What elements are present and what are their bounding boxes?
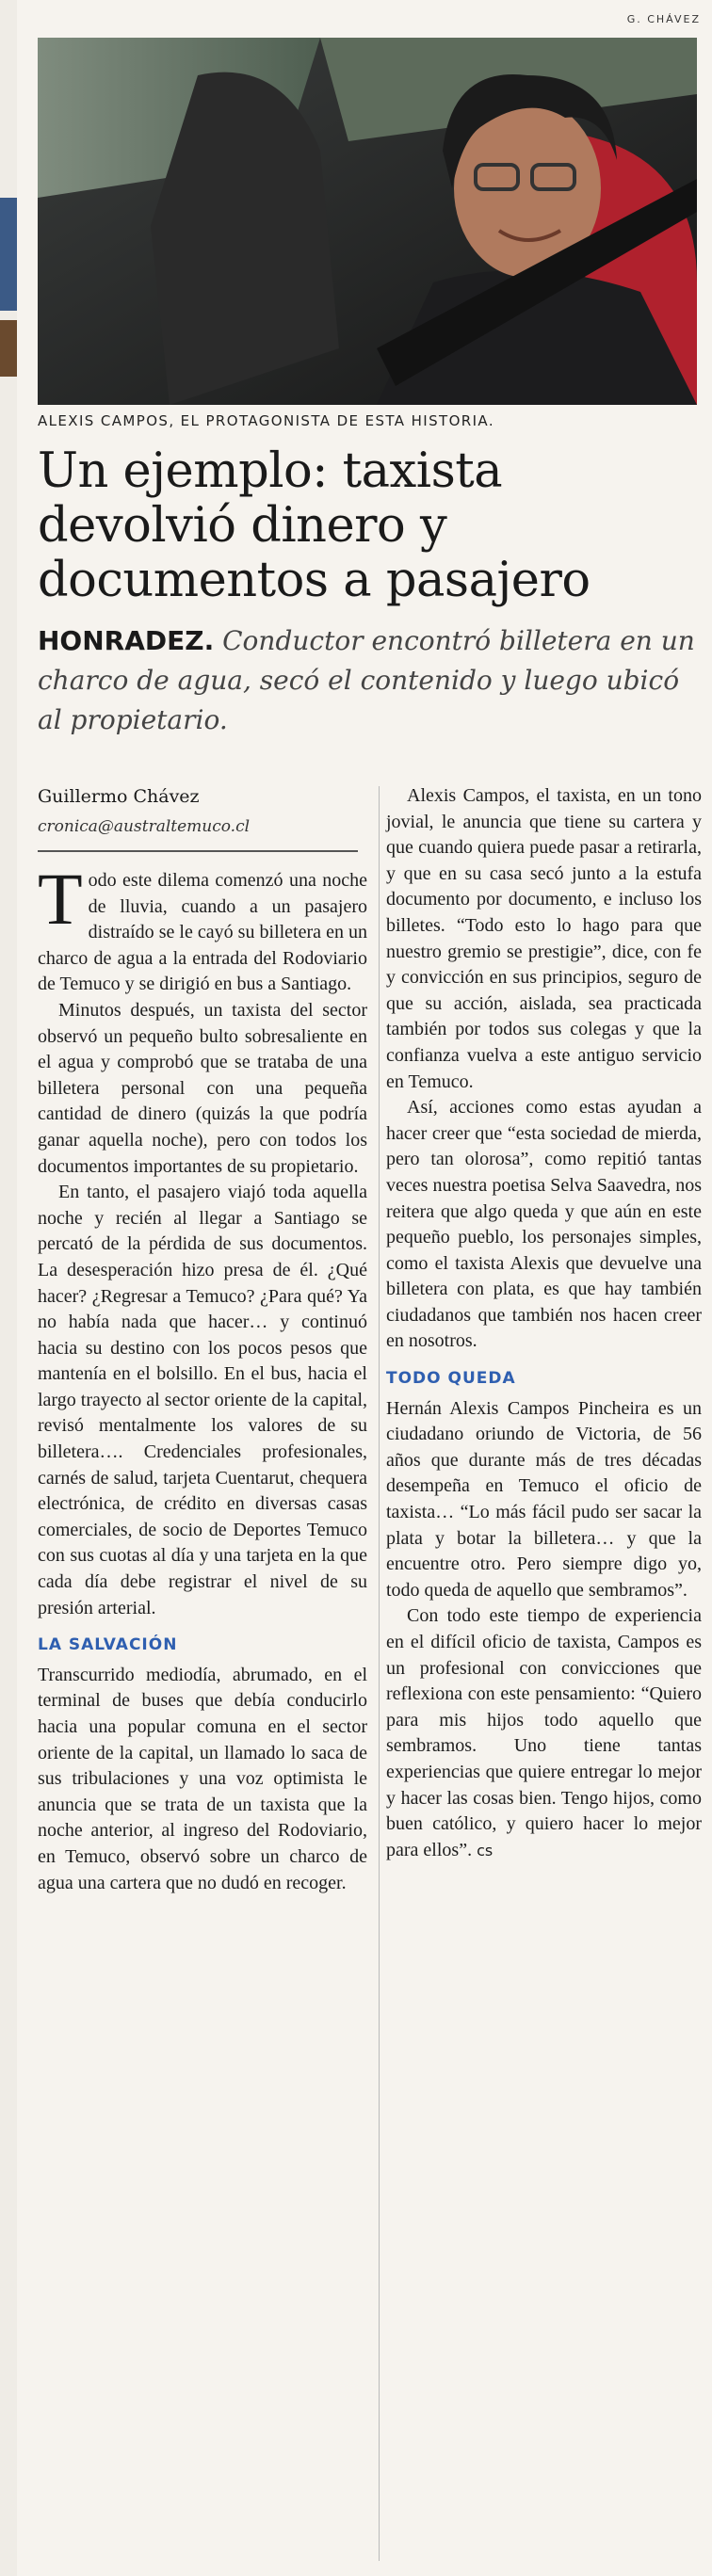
paragraph-text: odo este dilema comenzó una noche de lluvia, cuando a un pasajero distraído se le cayó su billetera en un charco de agua a la entrada del Rodoviario de Temuco y se dirigió en bus a Santiago. bbox=[38, 870, 367, 995]
body-paragraph: Así, acciones como estas ayudan a hacer creer que “esta sociedad de mierda, pero tan olorosa”, como repitió tantas veces nuestra poetisa Selva Saavedra, nos reitera que algo queda y que aún en este pequeño pueblo, los personajes simples, como el taxista Alexis que devuelve una billetera con plata, es que hay también ciudadanos que también nos hacen creer en nosotros. bbox=[386, 1097, 702, 1352]
adjacent-page-image bbox=[0, 198, 17, 311]
subhead-todo-queda: TODO QUEDA bbox=[386, 1369, 516, 1389]
article-kicker bbox=[38, 621, 697, 740]
byline-divider bbox=[38, 850, 358, 852]
body-paragraph: Hernán Alexis Campos Pincheira es un ciudadano oriundo de Victoria, de 56 años que durante más de tres décadas desempeña en Temuco el oficio de taxista… “Lo más fácil pudo ser sacar la plata y botar la billetera… y que la encuentre otro. Pero siempre digo yo, todo queda de aquello que sembramos”. bbox=[386, 1397, 702, 1601]
photo-credit: G. CHÁVEZ bbox=[626, 13, 701, 25]
kicker-tag: HONRADEZ. bbox=[38, 625, 215, 656]
body-paragraph: Transcurrido mediodía, abrumado, en el terminal de buses que debía conducirlo hacia una popular comuna en el sector oriente de la capital, un llamado lo saca de sus tribulaciones y una voz optimista le anuncia que se trata de un taxista que la noche anterior, al ingreso del Rodoviario, en Temuco, observó sobre un charco de agua una cartera que no dudó en recoger. bbox=[38, 1664, 367, 1893]
body-paragraph bbox=[38, 858, 367, 998]
body-paragraph: Alexis Campos, el taxista, en un tono jovial, le anuncia que tiene su cartera y que cuando quiera puede pasar a retirarla, y que en su casa secó junto a la estufa documento por documento, e incluso los billetes. “Todo esto lo hago para que nuestro gremio se prestigie”, dice, con fe y convicción en sus principios, seguro de que su acción, aislada, sea practicada también por todos sus colegas y que la confianza vuelva a este antiguo servicio en Temuco. bbox=[386, 785, 702, 1092]
subhead-la-salvacion: LA SALVACIÓN bbox=[38, 1635, 178, 1655]
taxi-driver-photo bbox=[38, 38, 697, 405]
article-column-2 bbox=[386, 783, 702, 1863]
article-photo bbox=[38, 38, 697, 405]
body-paragraph: Minutos después, un taxista del sector observó un pequeño bulto sobresaliente en el agua y comprobó que se trataba de una billetera personal con una pequeña cantidad de dinero (quizás la que podría ganar aquella noche), pero con todos los documentos importantes de su propietario. bbox=[38, 999, 367, 1177]
byline-author: Guillermo Chávez bbox=[38, 786, 200, 807]
adjacent-page-strip bbox=[0, 0, 17, 2576]
adjacent-page-image-2 bbox=[0, 320, 17, 377]
paragraph-text: Con todo este tiempo de experiencia en el difícil oficio de taxista, Campos es un profesional con convicciones que reflexiona con este pensamiento: “Quiero para mis hijos todo aquello que sembramos. Uno tiene tantas experiencias que quiere entregar lo mejor y hacer las cosas bien. Tengo hijos, como buen católico, y quiero hacer lo mejor para ellos”. bbox=[386, 1605, 702, 1860]
article-headline: Un ejemplo: taxista devolvió dinero y documentos a pasajero bbox=[38, 443, 591, 608]
drop-cap: T bbox=[38, 858, 83, 940]
body-paragraph: En tanto, el pasajero viajó toda aquella noche y recién al llegar a Santiago se percató de la pérdida de sus documentos. La desesperación hizo presa de él. ¿Qué hacer? ¿Regresar a Temuco? ¿Para qué? Ya no había nada que hacer… y continuó hacia su destino con los pocos pesos que mantenía en el bolsillo. En el bus, hacia el largo trayecto al sector oriente de la capital, revisó mentalmente los valores de su billetera…. Credenciales profesionales, carnés de salud, tarjeta Cuentarut, chequera electrónica, de crédito en diversas casas comerciales, de socio de Deportes Temuco con sus cuotas al día y una tarjeta en la que cada día debe registrar el nivel de su presión arterial. bbox=[38, 1182, 367, 1618]
end-mark: cs bbox=[477, 1841, 494, 1860]
kicker-text: Conductor encontró billetera en un charco de agua, secó el contenido y luego ubicó al propietario. bbox=[38, 625, 695, 735]
photo-caption: ALEXIS CAMPOS, EL PROTAGONISTA DE ESTA HISTORIA. bbox=[38, 412, 494, 429]
byline-email: cronica@australtemuco.cl bbox=[38, 817, 251, 836]
body-paragraph bbox=[386, 1603, 702, 1863]
article-column-1 bbox=[38, 858, 367, 1896]
column-divider bbox=[379, 786, 380, 2561]
